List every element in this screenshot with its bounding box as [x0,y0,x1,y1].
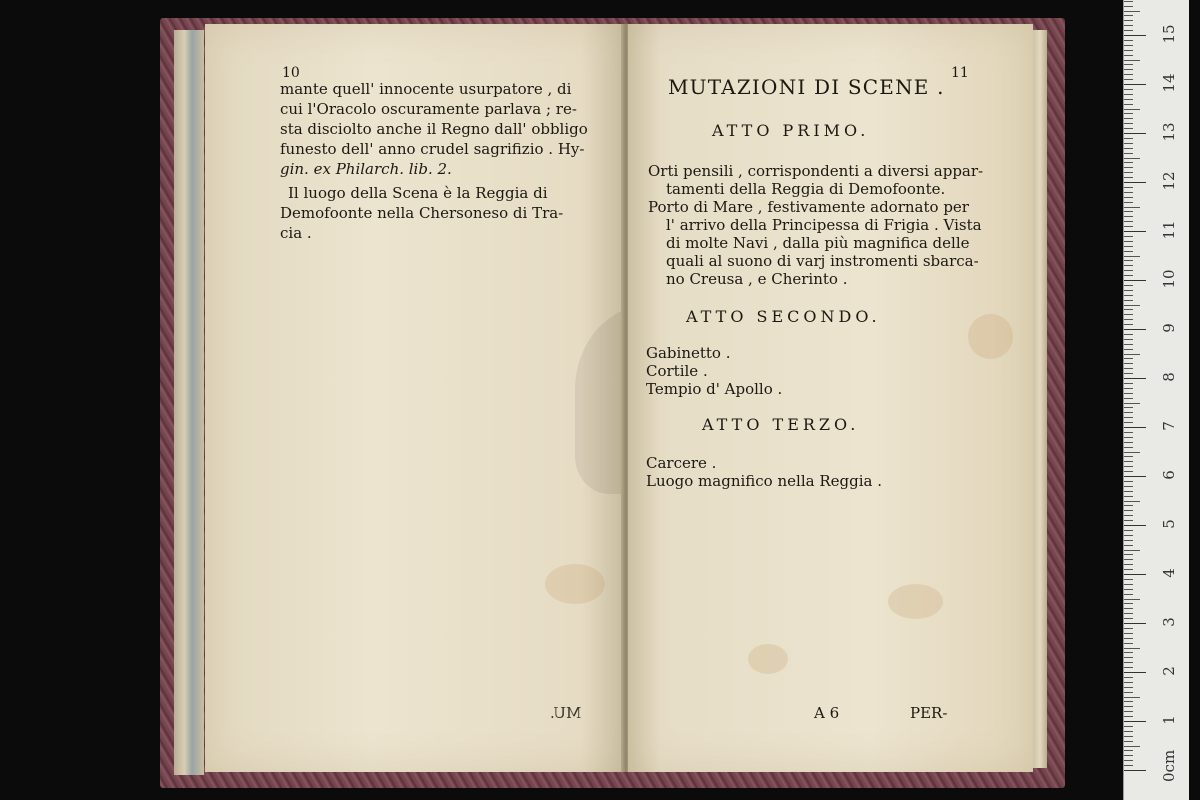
ruler-tick [1124,613,1133,614]
ruler-tick [1124,50,1133,51]
ruler-tick [1124,128,1133,129]
ruler-tick [1124,476,1146,477]
ruler-tick [1124,84,1146,85]
ruler-tick [1124,309,1133,310]
ruler-tick [1124,251,1133,252]
left-line: funesto dell' anno crudel sagrifizio . Hy- [280,140,585,158]
ruler-tick [1124,461,1133,462]
ruler-tick [1124,143,1133,144]
ruler-tick [1124,515,1133,516]
ruler-tick [1124,104,1133,105]
ruler-tick [1124,35,1146,36]
ruler-tick [1124,760,1133,761]
page-number-left: 10 [282,65,300,81]
ruler-tick [1124,603,1133,604]
ruler-tick [1124,187,1133,188]
ruler-tick [1124,393,1133,394]
stain [748,644,788,674]
ruler-tick [1124,20,1133,21]
ruler-tick [1124,706,1133,707]
ruler-label: 6 [1160,470,1178,480]
left-line: sta disciolto anche il Regno dall' obbligo [280,120,588,138]
act-one-line: tamenti della Reggia di Demofoonte. [666,180,946,198]
ruler-tick [1124,373,1133,374]
ruler-label: 13 [1160,122,1178,142]
ruler-tick [1124,30,1133,31]
ruler-tick [1124,530,1133,531]
ruler-tick [1124,623,1146,624]
ruler-tick [1124,270,1133,271]
ruler-tick [1124,716,1133,717]
ruler-tick [1124,300,1133,301]
ruler-tick [1124,265,1133,266]
ruler-tick [1124,554,1133,555]
ruler-tick [1124,584,1133,585]
ruler-tick [1124,192,1133,193]
ruler-tick [1124,412,1133,413]
left-line: gin. ex Philarch. lib. 2. [280,160,452,178]
ruler-tick [1124,496,1133,497]
ruler-tick [1124,427,1146,428]
catchword: PER- [910,704,948,722]
ruler-tick [1124,138,1133,139]
ruler-label: 4 [1160,568,1178,578]
left-line: cui l'Oracolo oscuramente parlava ; re- [280,100,577,118]
ruler-tick [1124,280,1146,281]
ruler-tick [1124,687,1133,688]
ruler-tick [1124,358,1133,359]
act-two-line: Cortile . [646,362,708,380]
ruler-tick [1124,182,1146,183]
ruler-tick [1124,486,1133,487]
ruler-tick [1124,226,1133,227]
ruler-tick [1124,319,1133,320]
left-line: Il luogo della Scena è la Reggia di [288,184,548,202]
ruler-tick [1124,133,1146,134]
ruler-label: 11 [1160,220,1178,240]
ruler-tick [1124,711,1133,712]
act-two-line: Gabinetto . [646,344,731,362]
page-title: MUTAZIONI DI SCENE . [668,75,945,99]
ruler-label: 10 [1160,269,1178,289]
ruler-tick [1124,123,1133,124]
ruler-tick [1124,726,1133,727]
ruler-label: 5 [1160,519,1178,529]
catchword-showthrough [550,704,581,722]
ruler-tick [1124,109,1140,110]
ruler-tick [1124,447,1133,448]
signature-mark: A 6 [814,704,840,722]
ruler-tick [1124,770,1146,771]
ruler-tick [1124,741,1133,742]
stain [968,314,1013,359]
ruler-tick [1124,501,1140,502]
ruler-tick [1124,677,1133,678]
ruler-label: 12 [1160,171,1178,191]
left-line: Demofoonte nella Chersoneso di Tra- [280,204,564,222]
ruler-tick [1124,491,1133,492]
ruler-label: 14 [1160,73,1178,93]
ruler-tick [1124,275,1133,276]
page-number-right: 11 [951,65,969,81]
ruler-tick [1124,638,1133,639]
ruler-tick [1124,589,1133,590]
ruler-tick [1124,94,1133,95]
ruler-tick [1124,594,1133,595]
act-one-line: no Creusa , e Cherinto . [666,270,848,288]
ruler-tick [1124,652,1133,653]
stain [545,564,605,604]
act-one-line: Porto di Mare , festivamente adornato per [648,198,969,216]
ruler-tick [1124,162,1133,163]
ruler-tick [1124,628,1133,629]
ruler-tick [1124,207,1140,208]
ruler-tick [1124,574,1146,575]
ruler-tick [1124,64,1133,65]
act-three-heading: ATTO TERZO. [702,415,860,434]
ruler-tick [1124,456,1133,457]
ruler-tick [1124,535,1133,536]
ruler-tick [1124,221,1133,222]
act-two-line: Tempio d' Apollo . [646,380,783,398]
ruler-tick [1124,118,1133,119]
ruler-tick [1124,481,1133,482]
ruler-tick [1124,765,1133,766]
ruler-tick [1124,202,1133,203]
ruler-tick [1124,290,1133,291]
ruler-tick [1124,697,1140,698]
ruler-tick [1124,15,1133,16]
ruler-tick [1124,172,1133,173]
ruler-tick [1124,148,1133,149]
ruler-tick [1124,550,1140,551]
ruler-tick [1124,403,1140,404]
ruler-tick [1124,633,1133,634]
ruler-tick [1124,55,1133,56]
ruler-tick [1124,540,1133,541]
ruler-tick [1124,89,1133,90]
ruler-tick [1124,211,1133,212]
stain [888,584,943,619]
ruler-tick [1124,79,1133,80]
right-page-edge [1033,30,1047,768]
ruler-tick [1124,383,1133,384]
ruler-tick [1124,599,1140,600]
ruler-tick [1124,579,1133,580]
ruler-tick [1124,216,1133,217]
ruler-tick [1124,99,1133,100]
ruler-tick [1124,60,1140,61]
ruler-tick [1124,167,1133,168]
left-page [205,24,623,772]
ruler-tick [1124,422,1133,423]
ruler-tick [1124,236,1133,237]
ruler-tick [1124,368,1133,369]
ruler-tick [1124,608,1133,609]
ruler-tick [1124,378,1146,379]
ruler-tick [1124,45,1133,46]
ruler-tick [1124,295,1133,296]
ruler-tick [1124,755,1133,756]
ruler-tick [1124,746,1140,747]
ruler-tick [1124,545,1133,546]
ruler-tick [1124,731,1133,732]
ruler-tick [1124,692,1133,693]
ruler-tick [1124,344,1133,345]
ruler-label: 0cm [1160,749,1178,782]
ruler-tick [1124,11,1140,12]
ruler-tick [1124,158,1140,159]
ruler-tick [1124,564,1133,565]
ruler-tick [1124,662,1133,663]
ruler-tick [1124,354,1140,355]
ruler-tick [1124,69,1133,70]
ruler-tick [1124,74,1133,75]
ruler-tick [1124,701,1133,702]
ruler-label: 1 [1160,715,1178,725]
ruler-tick [1124,398,1133,399]
ruler-label: 7 [1160,421,1178,431]
ruler-tick [1124,417,1133,418]
ruler-tick [1124,388,1133,389]
left-line: cia . [280,224,312,242]
right-page [628,24,1033,772]
ruler-label: 3 [1160,617,1178,627]
act-three-line: Carcere . [646,454,717,472]
ruler-label: 2 [1160,666,1178,676]
ruler-tick [1124,329,1146,330]
ruler-tick [1124,682,1133,683]
page-stack-edge [174,30,204,775]
ruler-tick [1124,246,1133,247]
ruler-tick [1124,466,1133,467]
ruler-tick [1124,657,1133,658]
ruler-tick [1124,471,1133,472]
ruler-tick [1124,305,1140,306]
ruler-tick [1124,334,1133,335]
ruler-tick [1124,256,1140,257]
ruler-tick [1124,648,1140,649]
ruler-tick [1124,721,1146,722]
ruler-tick [1124,113,1133,114]
ruler-tick [1124,231,1146,232]
ruler-tick [1124,197,1133,198]
ruler-tick [1124,559,1133,560]
act-two-heading: ATTO SECONDO. [686,307,881,326]
ruler-tick [1124,510,1133,511]
ruler-tick [1124,437,1133,438]
ruler-tick [1124,314,1133,315]
ruler-label: 8 [1160,372,1178,382]
ruler-label: 9 [1160,323,1178,333]
ruler-tick [1124,667,1133,668]
ruler-tick [1124,363,1133,364]
ruler-label: 15 [1160,24,1178,44]
ruler-tick [1124,339,1133,340]
ruler-tick [1124,260,1133,261]
ruler-tick [1124,643,1133,644]
act-three-line: Luogo magnifico nella Reggia . [646,472,882,490]
measuring-ruler [1123,0,1189,800]
ruler-tick [1124,520,1133,521]
ruler-tick [1124,569,1133,570]
act-one-line: di molte Navi , dalla più magnifica delle [666,234,970,252]
act-one-line: Orti pensili , corrispondenti a diversi appar- [648,162,984,180]
ruler-tick [1124,40,1133,41]
ruler-tick [1124,505,1133,506]
ruler-tick [1124,6,1133,7]
ruler-tick [1124,1,1133,2]
ruler-tick [1124,177,1133,178]
act-one-line: quali al suono di varj instromenti sbarca- [666,252,979,270]
ruler-tick [1124,349,1133,350]
ruler-tick [1124,432,1133,433]
ruler-tick [1124,25,1133,26]
ruler-tick [1124,525,1146,526]
left-line: mante quell' innocente usurpatore , di [280,80,572,98]
act-one-heading: ATTO PRIMO. [712,121,870,140]
ruler-tick [1124,285,1133,286]
ruler-tick [1124,618,1133,619]
mirrored-catchword: MU. [550,704,582,722]
ruler-tick [1124,672,1146,673]
ruler-tick [1124,750,1133,751]
ruler-tick [1124,442,1133,443]
ruler-tick [1124,736,1133,737]
ruler-tick [1124,407,1133,408]
ruler-tick [1124,452,1140,453]
ruler-tick [1124,153,1133,154]
ruler-tick [1124,324,1133,325]
ruler-tick [1124,241,1133,242]
act-one-line: l' arrivo della Principessa di Frigia . Vista [666,216,982,234]
